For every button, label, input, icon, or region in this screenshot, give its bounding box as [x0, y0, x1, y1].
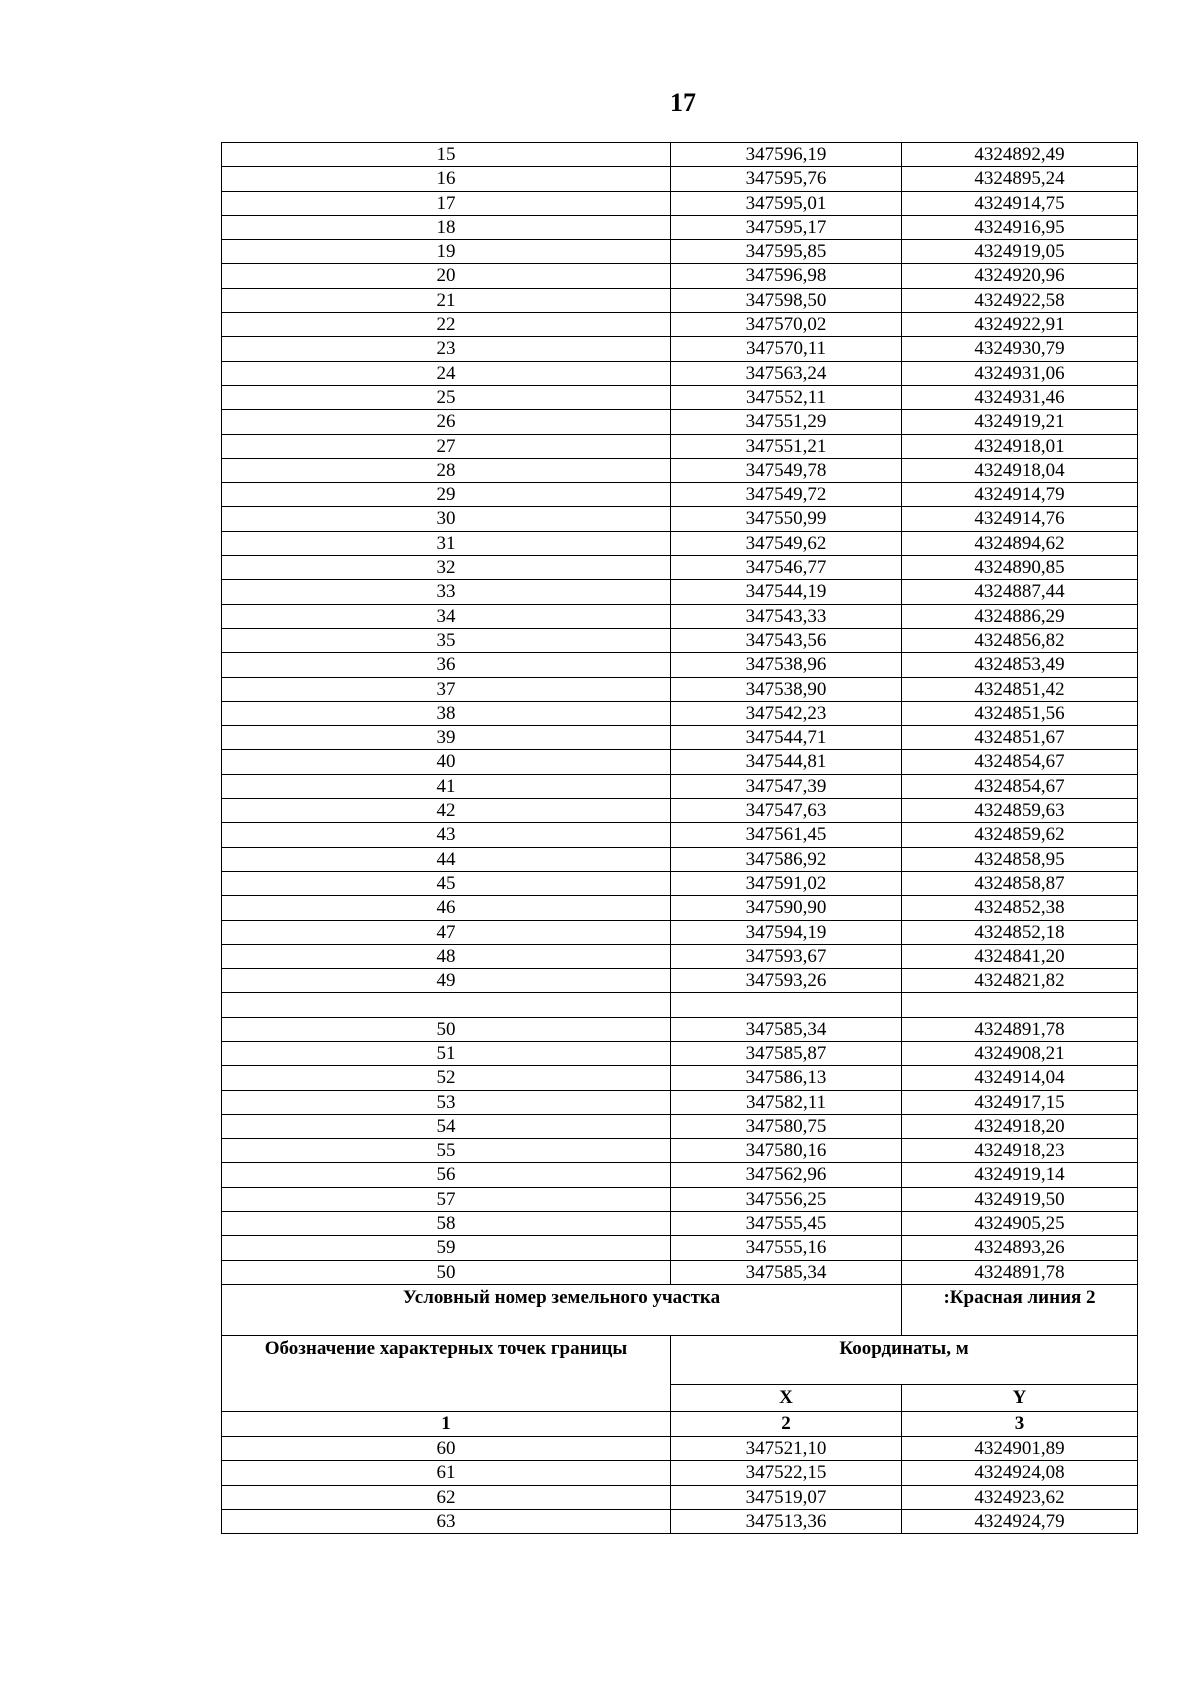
- y-coordinate-cell: 4324853,49: [902, 653, 1138, 677]
- x-column-header: X: [671, 1384, 902, 1411]
- x-coordinate-cell: 347586,13: [671, 1066, 902, 1090]
- point-number-cell: 57: [222, 1187, 671, 1211]
- table-row: [222, 313, 1138, 337]
- point-number-cell: 22: [222, 313, 671, 337]
- parcel-value: :Красная линия 2: [902, 1284, 1138, 1335]
- point-number-cell: 45: [222, 871, 671, 895]
- x-coordinate-cell: 347552,11: [671, 385, 902, 409]
- point-number-cell: 30: [222, 507, 671, 531]
- blank-row: [222, 993, 1138, 1017]
- table-row: [222, 896, 1138, 920]
- y-coordinate-cell: 4324931,46: [902, 385, 1138, 409]
- points-column-header: Обозначение характерных точек границы: [222, 1335, 671, 1411]
- y-coordinate-cell: 4324854,67: [902, 750, 1138, 774]
- x-coordinate-cell: 347580,16: [671, 1139, 902, 1163]
- x-coordinate-cell: 347586,92: [671, 847, 902, 871]
- table-header-row: [222, 1335, 1138, 1384]
- x-coordinate-cell: 347595,17: [671, 215, 902, 239]
- point-number-cell: 37: [222, 677, 671, 701]
- table-row: [222, 483, 1138, 507]
- x-coordinate-cell: 347590,90: [671, 896, 902, 920]
- point-number-cell: 53: [222, 1090, 671, 1114]
- column-number-row: [222, 1411, 1138, 1436]
- x-coordinate-cell: 347580,75: [671, 1114, 902, 1138]
- y-coordinate-cell: 4324859,62: [902, 823, 1138, 847]
- coordinates-block-3: [222, 1436, 1138, 1533]
- y-coordinate-cell: 4324821,82: [902, 969, 1138, 993]
- y-coordinate-cell: 4324914,76: [902, 507, 1138, 531]
- table-row: [222, 1212, 1138, 1236]
- y-coordinate-cell: 4324919,50: [902, 1187, 1138, 1211]
- x-coordinate-cell: 347570,02: [671, 313, 902, 337]
- x-coordinate-cell: 347594,19: [671, 920, 902, 944]
- coordinates-column-header: Координаты, м: [671, 1335, 1138, 1384]
- x-coordinate-cell: 347538,96: [671, 653, 902, 677]
- y-coordinate-cell: 4324918,23: [902, 1139, 1138, 1163]
- y-coordinate-cell: 4324931,06: [902, 361, 1138, 385]
- table-row: [222, 677, 1138, 701]
- table-row: [222, 1163, 1138, 1187]
- coordinates-block-2: [222, 1017, 1138, 1284]
- point-number-cell: 51: [222, 1041, 671, 1065]
- point-number-cell: 23: [222, 337, 671, 361]
- table-row: [222, 1041, 1138, 1065]
- coordinates-table: [221, 142, 1138, 1534]
- point-number-cell: 16: [222, 167, 671, 191]
- y-coordinate-cell: 4324852,38: [902, 896, 1138, 920]
- point-number-cell: 60: [222, 1436, 671, 1460]
- table-row: [222, 920, 1138, 944]
- table-row: [222, 215, 1138, 239]
- table-row: [222, 1236, 1138, 1260]
- table-row: [222, 750, 1138, 774]
- table-row: [222, 531, 1138, 555]
- point-number-cell: 43: [222, 823, 671, 847]
- coordinates-block-1: [222, 143, 1138, 993]
- table-row: [222, 1017, 1138, 1041]
- point-number-cell: 24: [222, 361, 671, 385]
- table-row: [222, 1485, 1138, 1509]
- y-coordinate-cell: 4324917,15: [902, 1090, 1138, 1114]
- y-coordinate-cell: 4324930,79: [902, 337, 1138, 361]
- table-row: [222, 774, 1138, 798]
- x-coordinate-cell: 347585,34: [671, 1017, 902, 1041]
- point-number-cell: 29: [222, 483, 671, 507]
- point-number-cell: 27: [222, 434, 671, 458]
- y-coordinate-cell: 4324924,08: [902, 1461, 1138, 1485]
- point-number-cell: 20: [222, 264, 671, 288]
- table-row: [222, 361, 1138, 385]
- x-coordinate-cell: 347544,19: [671, 580, 902, 604]
- column-number-2: 2: [671, 1411, 902, 1436]
- x-coordinate-cell: 347542,23: [671, 701, 902, 725]
- point-number-cell: 25: [222, 385, 671, 409]
- y-coordinate-cell: 4324851,42: [902, 677, 1138, 701]
- point-number-cell: 50: [222, 1017, 671, 1041]
- table-row: [222, 167, 1138, 191]
- point-number-cell: 26: [222, 410, 671, 434]
- x-coordinate-cell: 347570,11: [671, 337, 902, 361]
- y-coordinate-cell: 4324914,79: [902, 483, 1138, 507]
- y-coordinate-cell: 4324895,24: [902, 167, 1138, 191]
- point-number-cell: 39: [222, 726, 671, 750]
- point-number-cell: 55: [222, 1139, 671, 1163]
- y-coordinate-cell: 4324916,95: [902, 215, 1138, 239]
- table-row: [222, 337, 1138, 361]
- x-coordinate-cell: 347556,25: [671, 1187, 902, 1211]
- point-number-cell: 47: [222, 920, 671, 944]
- x-coordinate-cell: 347591,02: [671, 871, 902, 895]
- point-number-cell: 56: [222, 1163, 671, 1187]
- point-number-cell: 42: [222, 799, 671, 823]
- y-coordinate-cell: 4324914,75: [902, 191, 1138, 215]
- point-number-cell: 32: [222, 556, 671, 580]
- y-coordinate-cell: 4324918,04: [902, 458, 1138, 482]
- parcel-row: [222, 1284, 1138, 1335]
- point-number-cell: 38: [222, 701, 671, 725]
- point-number-cell: 54: [222, 1114, 671, 1138]
- y-coordinate-cell: 4324905,25: [902, 1212, 1138, 1236]
- point-number-cell: 34: [222, 604, 671, 628]
- table-row: [222, 556, 1138, 580]
- table-row: [222, 1139, 1138, 1163]
- x-coordinate-cell: 347585,87: [671, 1041, 902, 1065]
- point-number-cell: 36: [222, 653, 671, 677]
- point-number-cell: 52: [222, 1066, 671, 1090]
- table-row: [222, 1260, 1138, 1284]
- x-coordinate-cell: 347555,45: [671, 1212, 902, 1236]
- y-coordinate-cell: 4324919,21: [902, 410, 1138, 434]
- table-row: [222, 143, 1138, 167]
- point-number-cell: 59: [222, 1236, 671, 1260]
- table-row: [222, 240, 1138, 264]
- blank-separator: [222, 993, 1138, 1017]
- table-row: [222, 1461, 1138, 1485]
- table-row: [222, 847, 1138, 871]
- y-column-header: Y: [902, 1384, 1138, 1411]
- y-coordinate-cell: 4324856,82: [902, 628, 1138, 652]
- x-coordinate-cell: 347598,50: [671, 288, 902, 312]
- point-number-cell: 15: [222, 143, 671, 167]
- y-coordinate-cell: 4324919,14: [902, 1163, 1138, 1187]
- y-coordinate-cell: 4324920,96: [902, 264, 1138, 288]
- table-row: [222, 969, 1138, 993]
- table-row: [222, 1066, 1138, 1090]
- point-number-cell: 62: [222, 1485, 671, 1509]
- y-coordinate-cell: 4324891,78: [902, 1260, 1138, 1284]
- x-coordinate-cell: 347519,07: [671, 1485, 902, 1509]
- y-coordinate-cell: 4324854,67: [902, 774, 1138, 798]
- point-number-cell: 61: [222, 1461, 671, 1485]
- point-number-cell: 17: [222, 191, 671, 215]
- table-row: [222, 944, 1138, 968]
- column-number-3: 3: [902, 1411, 1138, 1436]
- table-row: [222, 726, 1138, 750]
- y-coordinate-cell: 4324891,78: [902, 1017, 1138, 1041]
- x-coordinate-cell: 347593,67: [671, 944, 902, 968]
- table-row: [222, 410, 1138, 434]
- y-coordinate-cell: 4324858,95: [902, 847, 1138, 871]
- table-row: [222, 1436, 1138, 1460]
- table-row: [222, 191, 1138, 215]
- y-coordinate-cell: 4324851,56: [902, 701, 1138, 725]
- y-coordinate-cell: 4324859,63: [902, 799, 1138, 823]
- x-coordinate-cell: 347596,98: [671, 264, 902, 288]
- x-coordinate-cell: 347547,39: [671, 774, 902, 798]
- x-coordinate-cell: 347563,24: [671, 361, 902, 385]
- point-number-cell: 44: [222, 847, 671, 871]
- table-row: [222, 628, 1138, 652]
- table-row: [222, 385, 1138, 409]
- y-coordinate-cell: 4324851,67: [902, 726, 1138, 750]
- x-coordinate-cell: 347551,21: [671, 434, 902, 458]
- x-coordinate-cell: 347585,34: [671, 1260, 902, 1284]
- table-row: [222, 1509, 1138, 1533]
- page-number: 17: [670, 88, 696, 117]
- y-coordinate-cell: 4324908,21: [902, 1041, 1138, 1065]
- y-coordinate-cell: 4324922,91: [902, 313, 1138, 337]
- point-number-cell: 46: [222, 896, 671, 920]
- point-number-cell: 63: [222, 1509, 671, 1533]
- y-coordinate-cell: 4324894,62: [902, 531, 1138, 555]
- y-coordinate-cell: 4324852,18: [902, 920, 1138, 944]
- y-coordinate-cell: 4324887,44: [902, 580, 1138, 604]
- y-coordinate-cell: 4324901,89: [902, 1436, 1138, 1460]
- table-row: [222, 1187, 1138, 1211]
- point-number-cell: 49: [222, 969, 671, 993]
- x-coordinate-cell: 347543,33: [671, 604, 902, 628]
- table-row: [222, 701, 1138, 725]
- point-number-cell: 41: [222, 774, 671, 798]
- y-coordinate-cell: 4324892,49: [902, 143, 1138, 167]
- x-coordinate-cell: 347595,85: [671, 240, 902, 264]
- point-number-cell: 40: [222, 750, 671, 774]
- x-coordinate-cell: 347538,90: [671, 677, 902, 701]
- y-coordinate-cell: 4324923,62: [902, 1485, 1138, 1509]
- table-row: [222, 507, 1138, 531]
- x-coordinate-cell: 347562,96: [671, 1163, 902, 1187]
- table-row: [222, 1114, 1138, 1138]
- table-row: [222, 604, 1138, 628]
- parcel-header: [222, 1284, 1138, 1436]
- y-coordinate-cell: 4324914,04: [902, 1066, 1138, 1090]
- x-coordinate-cell: 347549,72: [671, 483, 902, 507]
- x-coordinate-cell: 347551,29: [671, 410, 902, 434]
- x-coordinate-cell: 347544,81: [671, 750, 902, 774]
- point-number-cell: 18: [222, 215, 671, 239]
- y-coordinate-cell: 4324841,20: [902, 944, 1138, 968]
- table-row: [222, 653, 1138, 677]
- point-number-cell: 31: [222, 531, 671, 555]
- point-number-cell: 19: [222, 240, 671, 264]
- column-number-1: 1: [222, 1411, 671, 1436]
- table-row: [222, 823, 1138, 847]
- x-coordinate-cell: 347513,36: [671, 1509, 902, 1533]
- x-coordinate-cell: 347521,10: [671, 1436, 902, 1460]
- x-coordinate-cell: 347522,15: [671, 1461, 902, 1485]
- table-row: [222, 458, 1138, 482]
- table-row: [222, 1090, 1138, 1114]
- point-number-cell: 50: [222, 1260, 671, 1284]
- point-number-cell: 48: [222, 944, 671, 968]
- y-coordinate-cell: 4324893,26: [902, 1236, 1138, 1260]
- y-coordinate-cell: 4324886,29: [902, 604, 1138, 628]
- point-number-cell: 28: [222, 458, 671, 482]
- point-number-cell: 35: [222, 628, 671, 652]
- table-row: [222, 288, 1138, 312]
- x-coordinate-cell: 347546,77: [671, 556, 902, 580]
- point-number-cell: 21: [222, 288, 671, 312]
- y-coordinate-cell: 4324922,58: [902, 288, 1138, 312]
- x-coordinate-cell: 347595,76: [671, 167, 902, 191]
- x-coordinate-cell: 347543,56: [671, 628, 902, 652]
- x-coordinate-cell: 347547,63: [671, 799, 902, 823]
- x-coordinate-cell: 347549,78: [671, 458, 902, 482]
- x-coordinate-cell: 347544,71: [671, 726, 902, 750]
- x-coordinate-cell: 347595,01: [671, 191, 902, 215]
- table-row: [222, 580, 1138, 604]
- table-row: [222, 434, 1138, 458]
- y-coordinate-cell: 4324858,87: [902, 871, 1138, 895]
- table-row: [222, 264, 1138, 288]
- y-coordinate-cell: 4324919,05: [902, 240, 1138, 264]
- x-coordinate-cell: 347582,11: [671, 1090, 902, 1114]
- x-coordinate-cell: 347555,16: [671, 1236, 902, 1260]
- y-coordinate-cell: 4324918,01: [902, 434, 1138, 458]
- x-coordinate-cell: 347549,62: [671, 531, 902, 555]
- table-row: [222, 871, 1138, 895]
- x-coordinate-cell: 347561,45: [671, 823, 902, 847]
- y-coordinate-cell: 4324918,20: [902, 1114, 1138, 1138]
- y-coordinate-cell: 4324924,79: [902, 1509, 1138, 1533]
- x-coordinate-cell: 347593,26: [671, 969, 902, 993]
- point-number-cell: 58: [222, 1212, 671, 1236]
- table-row: [222, 799, 1138, 823]
- point-number-cell: 33: [222, 580, 671, 604]
- y-coordinate-cell: 4324890,85: [902, 556, 1138, 580]
- x-coordinate-cell: 347596,19: [671, 143, 902, 167]
- parcel-label: Условный номер земельного участка: [222, 1284, 902, 1335]
- x-coordinate-cell: 347550,99: [671, 507, 902, 531]
